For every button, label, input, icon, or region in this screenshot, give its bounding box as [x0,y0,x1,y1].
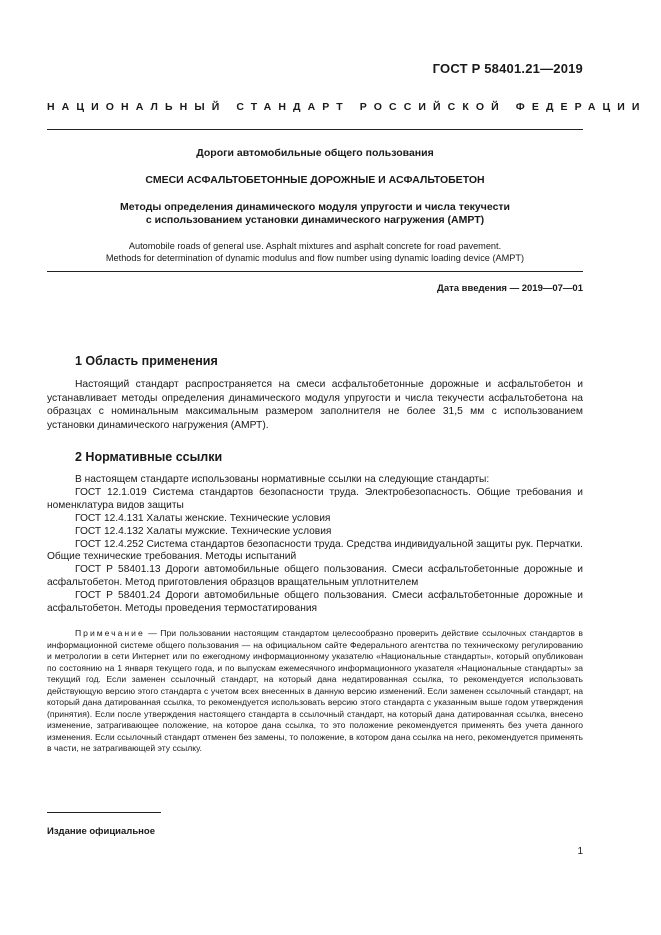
reference-item: ГОСТ Р 58401.24 Дороги автомобильные общего пользования. Смеси асфальтобетонные дорожные и асфальтобетон. Методы проведения термостатирования [47,590,583,615]
title-english-line-2: Methods for determination of dynamic modulus and flow number using dynamic loading device (AMPT) [105,253,525,263]
title-methods-line-1: Методы определения динамического модуля упругости и числа текучести [119,201,511,213]
title-methods [47,201,583,227]
normative-references [47,474,583,616]
reference-item: ГОСТ Р 58401.13 Дороги автомобильные общего пользования. Смеси асфальтобетонные дорожные и асфальтобетон. Метод приготовления образцов вращательным уплотнителем [47,564,583,589]
national-standard-heading: НАЦИОНАЛЬНЫЙ СТАНДАРТ РОССИЙСКОЙ ФЕДЕРАЦИИ [47,101,647,113]
page-number: 1 [577,846,583,857]
introduction-date: Дата введения — 2019—07—01 [437,283,583,294]
title-line-roads: Дороги автомобильные общего пользования [196,147,434,159]
note-text: — При пользовании настоящим стандартом целесообразно проверить действие ссылочных стандартов в информационной системе общего пользования — на официальном сайте Федерального агентства по техническому регулированию и метрологии в сети Интернет или по ежегодному информационному указателю «Национальные стандарты», который опубликован по состоянию на 1 января текущего года, и по выпускам ежемесячного информационного указателя «Национальные стандарты» за текущий год. Если заменен ссылочный стандарт, на который дана недатированная ссылка, то рекомендуется использовать действующую версию этого стандарта с учетом всех внесенных в данную версию изменений. Если заменен ссылочный стандарт, на который дана датированная ссылка, то рекомендуется использовать версию этого стандарта с указанным выше годом утверждения (принятия). Если после утверждения настоящего стандарта в ссылочный стандарт, на который дана датированная ссылка, внесено изменение, затрагивающее положение, на которое дана ссылка, то это положение рекомендуется применять без учета данного изменения. Если ссылочный стандарт отменен без замены, то положение, в котором дана ссылка на него, рекомендуется применять в части, не затрагивающей эту ссылку. [47,628,583,753]
title-line-mixtures: СМЕСИ АСФАЛЬТОБЕТОННЫЕ ДОРОЖНЫЕ И АСФАЛЬТОБЕТОН [145,174,485,186]
title-methods-line-2: с использованием установки динамического нагружения (АМРТ) [145,214,485,226]
reference-item: ГОСТ 12.4.132 Халаты мужские. Технические условия [75,525,332,537]
reference-item: ГОСТ 12.4.131 Халаты женские. Технические условия [75,512,331,524]
title-english [47,240,583,264]
section-1-heading: 1 Область применения [75,354,218,368]
gost-number: ГОСТ Р 58401.21—2019 [432,61,583,76]
section-1-text: Настоящий стандарт распространяется на смеси асфальтобетонные дорожные и асфальтобетон и устанавливает методы определения динамического модуля упругости и числа текучести асфальтобетона на образцах с номинальным максимальным размером заполнителя не более 31,5 мм с использованием установки динамического нагружения (АМРТ). [47,379,583,431]
official-edition: Издание официальное [47,826,155,837]
section-2-heading: 2 Нормативные ссылки [75,450,223,464]
title-english-line-1: Automobile roads of general use. Asphalt mixtures and asphalt concrete for road pavement. [128,241,502,251]
footer-divider [47,812,161,813]
top-divider [47,129,583,130]
title-divider [47,271,583,272]
reference-item: ГОСТ 12.4.252 Система стандартов безопасности труда. Средства индивидуальной защиты рук. Перчатки. Общие технические требования. Методы испытаний [47,538,583,563]
references-note [47,628,583,755]
references-intro: В настоящем стандарте использованы нормативные ссылки на следующие стандарты: [75,474,490,485]
reference-item: ГОСТ 12.1.019 Система стандартов безопасности труда. Электробезопасность. Общие требования и номенклатура видов защиты [47,486,583,511]
note-label: Примечание [75,628,145,638]
